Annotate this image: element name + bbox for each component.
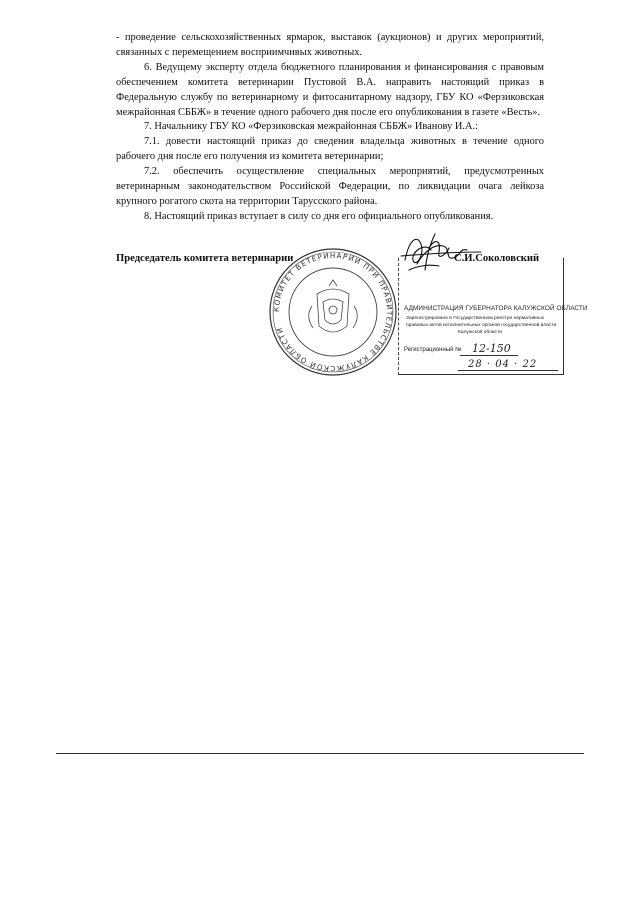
paragraph-item-7-2: 7.2. обеспечить осуществление специальных мероприятий, предусмотренных ветеринарным законодательством Российской Федерации, по ликвидации очага лейкоза крупного рогатого скота на территории Тарусского района. (116, 166, 544, 207)
stamp-registration-label: Регистрационный № (404, 347, 462, 353)
signatory-title: Председатель комитета ветеринарии (116, 253, 294, 264)
seal-ring-text: КОМИТЕТ ВЕТЕРИНАРИИ ПРИ ПРАВИТЕЛЬСТВЕ КАЛУЖСКОЙ ОБЛАСТИ (271, 250, 395, 374)
svg-text:КОМИТЕТ ВЕТЕРИНАРИИ ПРИ ПРАВИТ (272, 251, 394, 373)
stamp-title: АДМИНИСТРАЦИЯ ГУБЕРНАТОРА КАЛУЖСКОЙ ОБЛАСТИ (404, 305, 588, 312)
stamp-text-line-2: правовых актов исполнительных органов государственной власти (406, 323, 557, 328)
paragraph-item-8: 8. Настоящий приказ вступает в силу со дня его официального опубликования. (144, 210, 494, 222)
stamp-registration-number: 12-150 (472, 342, 511, 355)
registration-stamp (398, 258, 588, 377)
stamp-registration-date: 28 · 04 · 22 (468, 359, 538, 370)
paragraph-item-7-1: 7.1. довести настоящий приказ до сведения владельца животных в течение одного рабочего дня после его получения из комитета ветеринарии; (116, 136, 544, 163)
paragraph-item-7: 7. Начальнику ГБУ КО «Ферзиковская межрайонная СББЖ» Иванову И.А.: (144, 121, 478, 133)
stamp-text-line-3: Калужской области (458, 330, 502, 335)
paragraph-fairs-item: - проведение сельскохозяйственных ярмарок, выставок (аукционов) и других мероприятий, связанных с перемещением восприимчивых животных. (116, 32, 544, 58)
document-body (116, 31, 544, 225)
paragraph-item-6: 6. Ведущему эксперту отдела бюджетного планирования и финансирования с правовым обеспечением комитета ветеринарии Пустовой В.А. направить настоящий приказ в Федеральную службу по ветеринарному и фитосанитарному надзору, ГБУ КО «Ферзиковская межрайонная СББЖ» в течение одного рабочего дня после его опубликования в газете «Весть». (116, 61, 544, 118)
stamp-date-underline (458, 370, 558, 371)
footer-divider (56, 753, 584, 754)
stamp-registration-underline (460, 355, 518, 356)
signatory-name: С.И.Соколовский (454, 253, 540, 264)
stamp-text-line-1: Зарегистрировано в Государственном реестре нормативных (406, 316, 545, 321)
official-seal-image (267, 246, 399, 378)
